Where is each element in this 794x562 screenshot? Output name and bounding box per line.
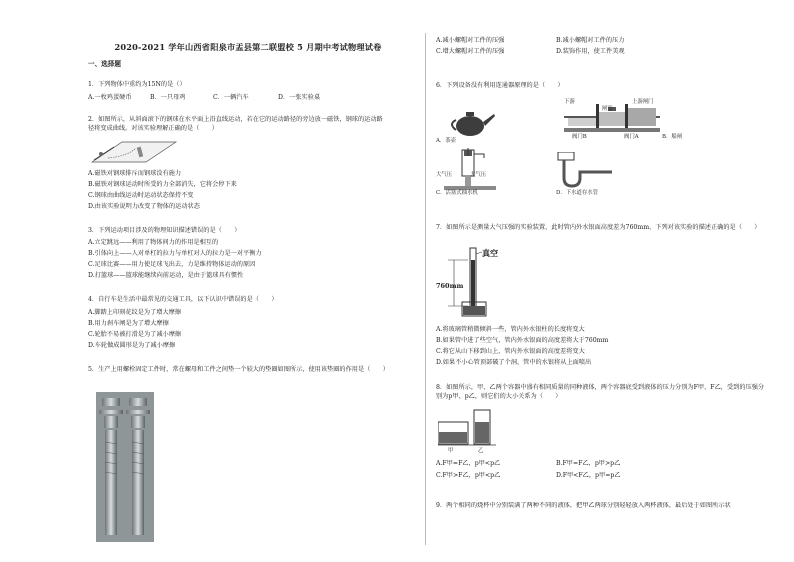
bolt-washer-photo: [96, 392, 154, 542]
question-1-option-b: B．一只母鸡: [150, 94, 186, 101]
page-title: 2020-2021 学年山西省阳泉市盂县第二联盟校 5 月期中考试物理试卷: [114, 42, 382, 52]
question-4-option-c: C.轮胎不易被打滑是为了减小摩擦: [88, 331, 182, 338]
question-8-option-a: A.F甲=F乙，p甲<p乙: [436, 460, 501, 467]
question-4-stem: 4．自行车是生活中最常见的交通工具，以下认识中错误的是（ ）: [88, 296, 278, 303]
q6-fig-upstream-gate: 上游闸门: [632, 99, 654, 105]
section-heading: 一、选择题: [88, 60, 121, 68]
q7-fig-vacuum: 真空: [482, 248, 498, 258]
question-5-option-d: D.装饰作用，使工件美观: [556, 48, 625, 55]
left-column: [88, 0, 394, 562]
question-5-option-c: C.增大螺帽对工件的压强: [436, 48, 505, 55]
question-9-stem: 9．两个相同的烧杯中分别装满了两种不同的液体，把甲乙两球分别轻轻放入两杯液体，最后处于如图所示状: [436, 502, 731, 509]
question-7-option-d: D.如果不小心管顶部破了个洞，管中的水银将从上面喷出: [436, 359, 592, 366]
question-1-option-d: D．一张实验桌: [278, 94, 321, 101]
drain-trap-figure: [556, 152, 616, 192]
question-7-option-a: A.将玻璃管稍微倾斜一些，管内外水银柱的长度将变大: [436, 326, 585, 333]
question-3-option-c: C.足球比赛——用力使足球飞出去，力是维持物体运动的原因: [88, 261, 256, 268]
question-2-option-d: D.由该实验说明力改变了物体的运动状态: [88, 203, 200, 210]
q6-fig-air-pressure-1: 大气压: [436, 172, 453, 178]
question-1-option-a: A.一枚鸡蛋硬币: [88, 94, 132, 101]
question-3-option-b: B.引体向上——人对单杠的拉力与单杠对人的拉力是一对平衡力: [88, 250, 262, 257]
right-column: [436, 0, 772, 562]
question-3-option-a: A.立定跳远——利用了物体间力的作用是相互的: [88, 239, 219, 246]
q6-fig-air-pressure-2: 大气压: [470, 172, 487, 178]
question-3-option-d: D.打篮球——篮球能继续向前运动，是由于篮球具有惯性: [88, 272, 244, 279]
q6-fig-downstream: 下游: [564, 99, 575, 105]
question-3-stem: 3．下列运动项目涉及的物理知识描述错误的是（ ）: [88, 227, 241, 234]
q6-fig-valve-b: 阀门B: [572, 134, 587, 140]
question-2-stem: 2．如图所示，从斜面滚下的钢球在水平面上沿直线运动，若在它的运动路径的旁边放一磁铁，钢球的运动路径将变成曲线。对该实验理解正确的是（ ）: [88, 116, 383, 132]
containers-figure: [438, 408, 498, 448]
question-7-stem: 7．如图所示是测量大气压强的实验装置，此时管内外水银面高度差为760mm，下列对该实验的描述正确的是（ ）: [436, 224, 761, 231]
question-1-option-c: C．一辆汽车: [213, 94, 249, 101]
piston-pump-figure: [444, 148, 496, 190]
question-8-stem: 8．如图所示，甲、乙两个容器中盛有相同质量的同种液体，两个容器底受到液体的压力分别为F甲、F乙，受到的压强分别为p甲、p乙，则它们的大小关系为（ ）: [436, 384, 765, 400]
question-5-stem: 5．生产上用螺栓固定工件时，常在螺母和工件之间垫一个较大的垫圈如图所示，使用该垫圈的作用是（ ）: [88, 366, 389, 373]
q6-label-a: A．茶壶: [436, 138, 457, 144]
q6-fig-chamber: 闸室: [602, 106, 613, 112]
question-5-option-a: A.减小螺帽对工件的压强: [436, 37, 505, 44]
question-8-option-c: C.F甲>F乙，p甲<p乙: [436, 472, 501, 479]
column-divider: [425, 33, 426, 545]
q6-label-b: B．船闸: [662, 134, 683, 140]
question-8-option-d: D.F甲<F乙，p甲=p乙: [556, 472, 621, 479]
question-6-stem: 6．下列设备没有利用连通器原理的是（ ）: [436, 82, 564, 89]
question-8-option-b: B.F甲=F乙，p甲>p乙: [556, 460, 621, 467]
question-7-option-c: C.将它从山下移到山上，管内外水银面的高度差将变大: [436, 348, 585, 355]
question-4-option-a: A.脚踏上印刻花纹是为了增大摩擦: [88, 309, 182, 316]
question-2-option-b: B.磁铁对钢球运动时所受的力全部消失，它将会停下来: [88, 181, 237, 188]
q7-fig-760mm: 760mm: [436, 282, 464, 290]
q6-fig-valve-a: 阀门A: [624, 134, 639, 140]
question-4-option-d: D.车轮做成圆形是为了减小摩擦: [88, 342, 176, 349]
q8-fig-jia: 甲: [448, 448, 454, 454]
question-4-option-b: B.用力刹车闸是为了增大摩擦: [88, 320, 169, 327]
q6-label-c: C．活塞式抽水机: [436, 190, 478, 196]
question-5-option-b: B.减小螺帽对工件的压力: [556, 37, 625, 44]
teapot-figure: [448, 108, 498, 138]
ramp-magnet-figure: [88, 138, 180, 166]
question-7-option-b: B.如果管中进了些空气，管内外水银面的高度差将大于760mm: [436, 337, 609, 344]
q6-label-d: D．下水道存水管: [556, 190, 599, 196]
question-2-option-c: C.钢球由曲线运动时运动状态保持不变: [88, 192, 194, 199]
q8-fig-yi: 乙: [478, 448, 484, 454]
question-1-stem: 1．下列物体中重约为15N的是（）: [88, 81, 186, 88]
question-2-option-a: A.磁铁对钢球排斥而钢球没有施力: [88, 170, 182, 177]
